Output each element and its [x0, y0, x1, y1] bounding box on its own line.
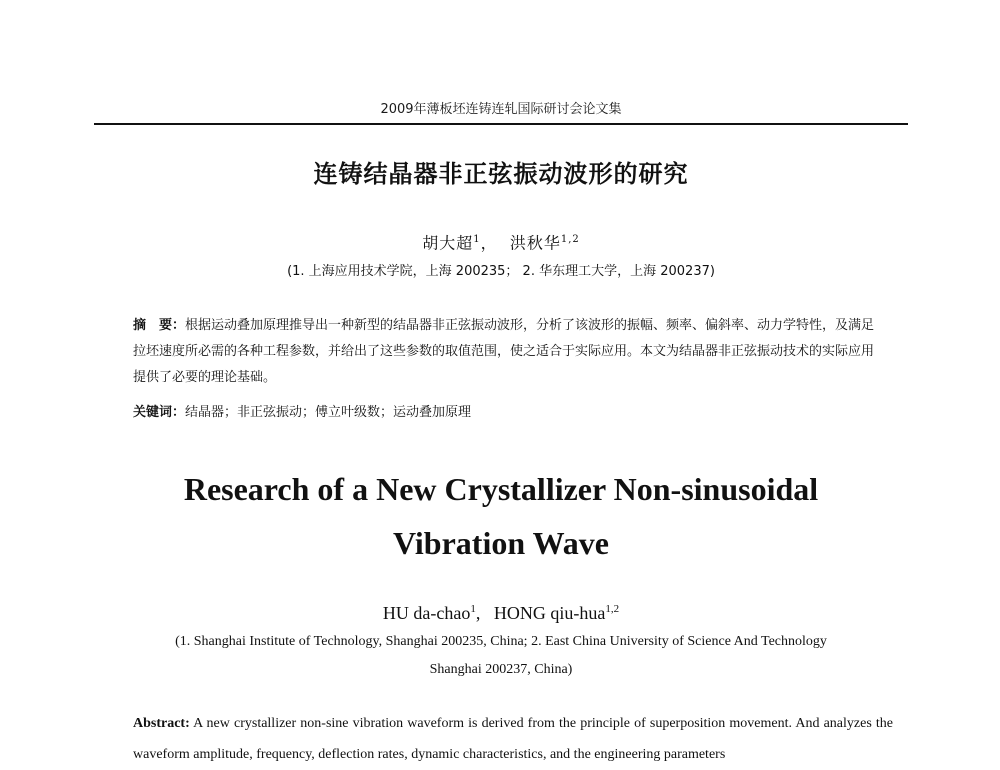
- chinese-author-1: 胡大超: [422, 233, 474, 253]
- chinese-abstract: [133, 313, 880, 391]
- english-affiliation-line-2: Shanghai 200237, China): [429, 662, 573, 677]
- english-author-2-affil-mark: 1,2: [605, 603, 620, 615]
- english-title-line-2: Vibration Wave: [392, 525, 609, 561]
- chinese-keywords-text: 结晶器；非正弦振动；傅立叶级数；运动叠加原理: [185, 405, 472, 420]
- english-author-separator: ,: [475, 603, 481, 623]
- english-author-1-affil-mark: 1: [470, 603, 476, 615]
- chinese-abstract-label: 摘 要：: [133, 318, 186, 333]
- header-rule: [94, 123, 908, 125]
- english-affiliation-line-1: (1. Shanghai Institute of Technology, Shanghai 200235, China; 2. East China University of Science And Technology: [175, 634, 827, 649]
- english-affiliation: [94, 628, 908, 684]
- running-header: 2009年薄板坯连铸连轧国际研讨会论文集: [380, 102, 622, 117]
- english-author-1: HU da-chao: [382, 603, 471, 623]
- english-authors: [94, 597, 908, 625]
- chinese-affiliation: (1. 上海应用技术学院，上海 200235； 2. 华东理工大学，上海 200237): [287, 264, 715, 279]
- chinese-keywords: [133, 403, 880, 423]
- english-abstract: [133, 708, 893, 770]
- english-author-2: HONG qiu-hua: [493, 603, 606, 623]
- chinese-authors: [94, 229, 908, 254]
- chinese-keywords-label: 关键词：: [133, 405, 186, 420]
- chinese-title: 连铸结晶器非正弦振动波形的研究: [313, 160, 689, 188]
- chinese-author-separator: ，: [480, 233, 498, 253]
- english-abstract-label: Abstract:: [133, 716, 190, 731]
- english-title: [94, 462, 908, 570]
- english-abstract-text: A new crystallizer non-sine vibration waveform is derived from the principle of superposition movement. And analyzes the waveform amplitude, frequency, deflection rates, dynamic characteristics, and the engineering parameters: [133, 716, 893, 762]
- chinese-author-2: 洪秋华: [509, 233, 561, 253]
- chinese-author-1-affil-mark: 1: [473, 234, 481, 245]
- chinese-abstract-text: 根据运动叠加原理推导出一种新型的结晶器非正弦振动波形，分析了该波形的振幅、频率、偏斜率、动力学特性，及满足拉坯速度所必需的各种工程参数，并给出了这些参数的取值范围，使之适合于实际应用。本文为结晶器非正弦振动技术的实际应用提供了必要的理论基础。: [133, 318, 875, 385]
- english-title-line-1: Research of a New Crystallizer Non-sinusoidal: [183, 471, 819, 507]
- chinese-author-2-affil-mark: 1,2: [560, 234, 580, 245]
